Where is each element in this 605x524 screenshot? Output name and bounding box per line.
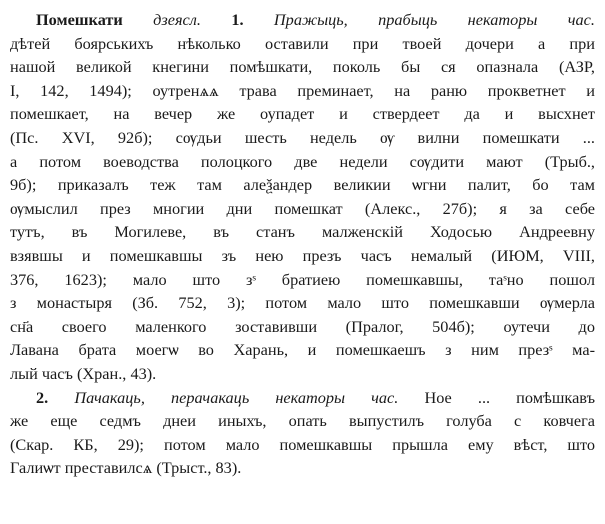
text-line: Лавана брата моегѡ во Харань, и помешкаешъ з ним презˢ ма- <box>10 340 595 360</box>
sense-definition-1: Пражыць, прабыць некаторы час. <box>273 10 595 29</box>
headword: Помешкати <box>36 10 123 29</box>
text-line: 376, 1623); мало што зˢ братиею помешкавшы, таˢно пошол <box>10 269 595 289</box>
text-line: (Пс. XVI, 92б); сѹдьи шесть недель ѹ вилни помешкати ... <box>10 127 595 147</box>
text-line: з монастыря (Зб. 752, 3); потом мало што помешкавши ѹмерла <box>10 293 595 313</box>
text-line: же еще седмъ днеи иныхъ, опать выпустилъ голуба с ковчега <box>10 411 595 431</box>
sense-definition-2: Пачакаць, перачакаць некаторы час. <box>74 387 399 407</box>
text-line: нашой великой кнегини помѣшкати, поколь бы ся опазнала (АЗР, <box>10 57 595 77</box>
text-line: тутъ, въ Могилеве, въ станъ малженскій Ходосью Андреевну <box>10 222 595 242</box>
text-line: взявшы и помешкавшы зъ нею презъ часъ немалый (ИЮМ, VIII, <box>10 245 595 265</box>
text-line: I, 142, 1494); оутренѧѧ трава преминает, на раню прокветнет и <box>10 80 595 100</box>
text-line: помешкает, на вечер же оупадет и ствердеет да и высхнет <box>10 104 595 124</box>
text-line: дѣтей боярськихъ нѣколько оставили при твоей дочери а при <box>10 33 595 53</box>
text-line: лый часъ (Хран., 43). <box>10 363 157 383</box>
text-line: (Скар. КБ, 29); потом мало помешкавшы прышла ему вѣст, што <box>10 434 595 454</box>
sense-number-2: 2. <box>36 387 49 407</box>
text-line: сн҃а своего маленкого зоставивши (Пралог, 504б); оутечи до <box>10 316 595 336</box>
entry-sense-2 <box>10 386 595 480</box>
text-line: 9б); приказалъ теж там алеѯандер великии ѡгни палит, бо там <box>10 175 595 195</box>
sense-2-first-line <box>10 386 595 410</box>
text-line: а потом воеводства полоцкого две недели сѹдити мают (Трыб., <box>10 151 595 171</box>
text-line: Галиѡт преставилсѧ (Трыст., 83). <box>10 458 242 478</box>
sense-2-example-start: Ное ... помѣшкавъ <box>398 387 595 407</box>
entry-sense-1 <box>10 8 595 386</box>
sense-number-1: 1. <box>231 10 244 29</box>
entry-first-line <box>10 8 595 32</box>
grammar-label: дзеясл. <box>153 10 201 29</box>
text-line: ѹмыслил през многии дни помешкат (Алекс., 27б); я за себе <box>10 198 595 218</box>
